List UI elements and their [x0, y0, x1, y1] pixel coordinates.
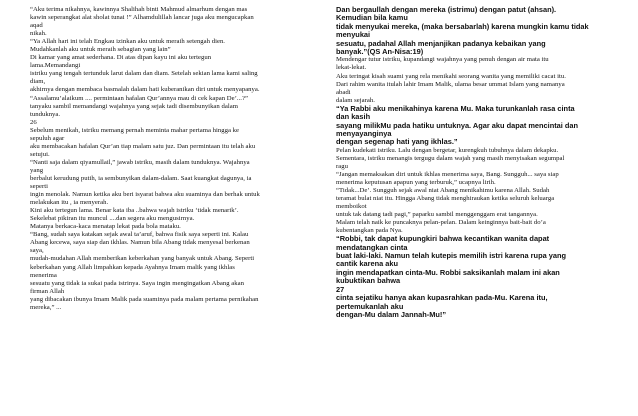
text-line: “Bang, sudah saya katakan sejak awal ta’aruf, bahwa fisik saya seperti ini. Kalau — [30, 231, 249, 239]
text-line: mudah-mudahan Allah memberikan keberkahan yang banyak untuk Abang. Seperti — [30, 255, 255, 263]
bold-text-line: “Ya Rabbi aku menikahinya karena Mu. Maka turunkanlah rasa cinta — [336, 104, 575, 113]
text-line: Mendengar tutur istriku, kupandangi wajahnya yang penuh dengan air mata itu — [336, 56, 549, 64]
bold-text-line: pertemukanlah aku — [336, 302, 404, 311]
text-line: tunduknya. — [30, 110, 61, 118]
bold-text-line: buat laki-laki. Namun telah kutepis memilih istri karena rupa yang — [336, 252, 567, 261]
text-line: Sebelum menikah, istriku memang pernah meminta mahar pertama hingga ke — [30, 126, 240, 134]
text-line: yang dibacakan ibunya Imam Malik pada suaminya pada malam pertama pernikahan — [30, 295, 259, 303]
text-line: teramat bulat niat itu. Hingga Abang tidak menghiraukan ketika seluruh keluarga — [336, 195, 555, 203]
text-line: Di kamar yang amat sederhana. Di atas dipan kayu ini aku tertegun — [30, 54, 212, 62]
bold-text-line: tidak menyukai mereka, (maka bersabarlah) karena mungkin kamu tidak — [336, 22, 589, 31]
text-line: ragu — [336, 162, 348, 170]
text-line: tanyaku sambil memandangi wajahnya yang sejak tadi disembunyikan dalam — [30, 102, 238, 110]
bold-text-line: cinta sejatiku hanya akan kupasrahkan pada-Mu. Karena itu, — [336, 294, 548, 303]
bold-text-line: Kemudian bila kamu — [336, 14, 408, 23]
text-line: berbalut kerudung putih, ia sembunyikan dalam-dalam. Saat kuangkat dagunya, ia — [30, 174, 252, 182]
left-text-column — [30, 6, 314, 414]
right-text-column — [336, 6, 616, 414]
text-line: “Nanti saja dalam qiyamullail,” jawab istriku, masih dalam tunduknya. Wajahnya — [30, 158, 250, 166]
bold-text-line: sayang milikMu pada hatiku untuknya. Agar aku dapat mencintai dan — [336, 121, 579, 130]
text-line: lama.Memandangi — [30, 62, 81, 70]
text-line: Dari rahim wanita itulah lahir Imam Malik, ulama besar ummat Islam yang namanya — [336, 80, 565, 88]
bold-text-line: dengan-Mu dalam Jannah-Mu!” — [336, 310, 447, 319]
bold-text-line: kubuktikan bahwa — [336, 277, 401, 286]
text-line: memboikot — [336, 203, 367, 211]
text-line: diam, — [30, 78, 46, 86]
bold-text-line: “Robbi, tak dapat kupungkiri bahwa kecantikan wanita dapat — [336, 235, 550, 244]
text-line: kawin seperangkat alat sholat tunai !” Alhamdulillah lancar juga aku mengucapkan — [30, 14, 254, 22]
bold-text-line: menyayanginya — [336, 129, 392, 138]
text-line: 26 — [30, 118, 37, 126]
bold-text-line: banyak.”(QS An-Nisa:19) — [336, 48, 424, 57]
text-line: sesuatu yang tidak ia sukai pada istrinya. Saya ingin mengingatkan Abang akan — [30, 279, 245, 287]
text-line: menerima — [30, 271, 57, 279]
text-line: abadi — [336, 88, 351, 96]
text-line: sepuluh agar — [30, 134, 65, 142]
bold-text-line: menyukai — [336, 31, 371, 40]
bold-text-line: Dan bergaullah dengan mereka (istrimu) dengan patut (ahsan). — [336, 6, 557, 14]
text-line: menerima keputusan apapun yang terburuk,” ucapnya lirih. — [336, 178, 496, 186]
bold-text-line: dengan segenap hati yang ikhlas.” — [336, 138, 458, 147]
text-line: “Jangan memaksakan diri untuk ikhlas menerima saya, Bang. Sungguh... saya siap — [336, 170, 559, 178]
bold-text-line: cantik karena aku — [336, 260, 399, 269]
text-line: lekat-lekat. — [336, 64, 367, 72]
text-line: “Tidak...De’. Sungguh sejak awal niat Abang menikahimu karena Allah. Sudah — [336, 186, 550, 194]
text-line: Sekelebat pikiran itu muncul ....dan segera aku mengusirnya. — [30, 215, 195, 223]
text-line: “Assalamu’alaikum .... permintaan hafalan Qur’annya mau di cek kapan De’...?” — [30, 94, 248, 102]
text-line: seperti — [30, 183, 48, 191]
text-line: melakukan itu , ia menyerah. — [30, 199, 109, 207]
text-line: “Aku terima nikahnya, kawinnya Shalihah binti Mahmud almarhum dengan mas — [30, 6, 248, 13]
text-line: aqad — [30, 22, 43, 30]
bold-text-line: sesuatu, padahal Allah menjanjikan padanya kebaikan yang — [336, 39, 546, 48]
bold-text-line: dan kasih — [336, 113, 371, 122]
text-line: ingin menolak. Namun ketika aku beri isyarat bahwa aku suaminya dan berhak untuk — [30, 191, 260, 199]
text-line: setujui. — [30, 150, 50, 158]
bold-text-line: 27 — [336, 285, 345, 294]
text-line: untuk tak datang tadi pagi,” paparku sambil menggenggam erat tangannya. — [336, 211, 538, 219]
text-line: Aku teringat kisah suami yang rela menikahi seorang wanita yang memiliki cacat itu. — [336, 72, 566, 80]
text-line: aku membacakan hafalan Qur’an tiap malam satu juz. Dan permintaan itu telah aku — [30, 142, 256, 150]
text-line: Pelan kudekati istriku. Lalu dengan bergetar, kurengkuh tubuhnya dalam dekapku. — [336, 146, 559, 154]
text-line: Matanya berkaca-kaca menatap lekat pada bola mataku. — [30, 223, 181, 231]
text-line: istriku yang tengah tertunduk larut dalam dan diam. Setelah sekian lama kami saling — [30, 70, 258, 78]
text-line: Sementara, istriku menangis tergugu dalam wajah yang masih menyisakan segumpal — [336, 154, 565, 162]
bold-text-line: ingin mendapatkan cinta-Mu. Robbi saksikanlah malam ini akan — [336, 268, 560, 277]
text-line: dalam sejarah. — [336, 96, 375, 104]
text-line: saya, — [30, 247, 44, 255]
text-line: akhirnya dengan membaca basmalah dalam hati kuberanikan diri untuk menyapanya. — [30, 86, 260, 94]
text-line: mereka,” ... — [30, 303, 62, 311]
text-line: firman Allah — [30, 287, 65, 295]
text-line: Mudahkanlah aku untuk meraih sebagian yang lain” — [30, 46, 171, 54]
text-line: Kini aku tertegun lama. Benar kata iba ..bahwa wajah istriku ‘tidak menarik’. — [30, 207, 239, 215]
text-line: yang — [30, 166, 44, 174]
text-line: Malam telah naik ke puncaknya pelan-pelan. Dalam keinginnya bait-bait do’a — [336, 219, 546, 227]
text-line: Abang kecewa, saya siap dan ikhlas. Namun bila Abang tidak menyesal berkenan — [30, 239, 250, 247]
bold-text-line: mendatangkan cinta — [336, 243, 408, 252]
text-line: keberkahan yang Allah limpahkan kepada Ayahnya Imam malik yang ikhlas — [30, 263, 235, 271]
text-line: nikah. — [30, 30, 47, 38]
text-line: kubentangkan pada Nya. — [336, 227, 403, 235]
text-line: “Ya Allah hari ini telah Engkau izinkan aku untuk meraih setengah dien. — [30, 38, 225, 46]
